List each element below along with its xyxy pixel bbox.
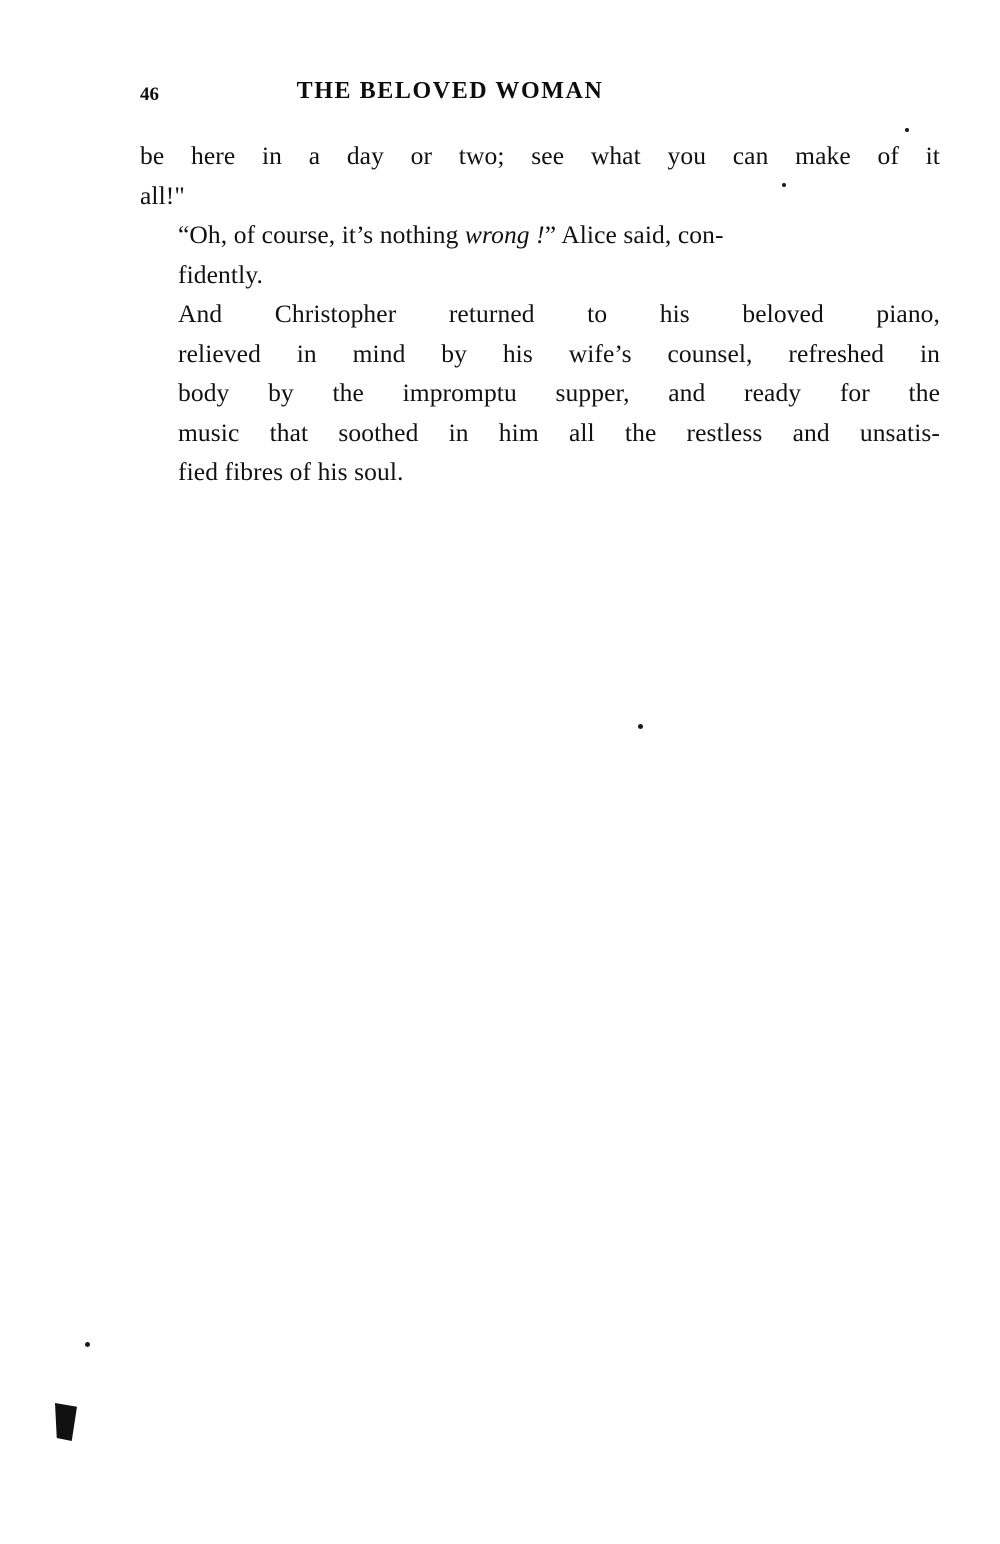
scan-edge-artifact bbox=[55, 1403, 77, 1441]
book-title-header: THE BELOVED WOMAN bbox=[296, 78, 604, 104]
text-line: relieved in mind by his wife’s counsel, refreshed in bbox=[178, 338, 940, 368]
page-body bbox=[140, 136, 940, 492]
text-line: And Christopher returned to his beloved piano, bbox=[178, 299, 940, 328]
page-number: 46 bbox=[140, 84, 159, 105]
scan-speck bbox=[782, 183, 786, 187]
text-line: be here in a day or two; see what you can make of it bbox=[140, 141, 940, 170]
text-fragment: ” Alice said, con- bbox=[544, 220, 724, 249]
italic-fragment: wrong ! bbox=[464, 220, 545, 249]
text-line bbox=[140, 215, 940, 255]
scan-speck bbox=[905, 128, 909, 132]
paragraph bbox=[140, 294, 940, 492]
text-fragment: “Oh, of course, it’s nothing bbox=[178, 220, 465, 249]
running-head bbox=[140, 78, 760, 108]
text-line: fied fibres of his soul. bbox=[178, 457, 404, 486]
paragraph bbox=[140, 136, 940, 215]
paragraph bbox=[140, 215, 940, 294]
scan-speck bbox=[638, 724, 643, 729]
scan-speck bbox=[85, 1342, 90, 1347]
text-line: all!" bbox=[140, 180, 185, 210]
text-line: fidently. bbox=[178, 259, 263, 289]
text-line: body by the impromptu supper, and ready for the bbox=[178, 378, 940, 407]
text-line: music that soothed in him all the restless and unsatis- bbox=[178, 417, 940, 447]
